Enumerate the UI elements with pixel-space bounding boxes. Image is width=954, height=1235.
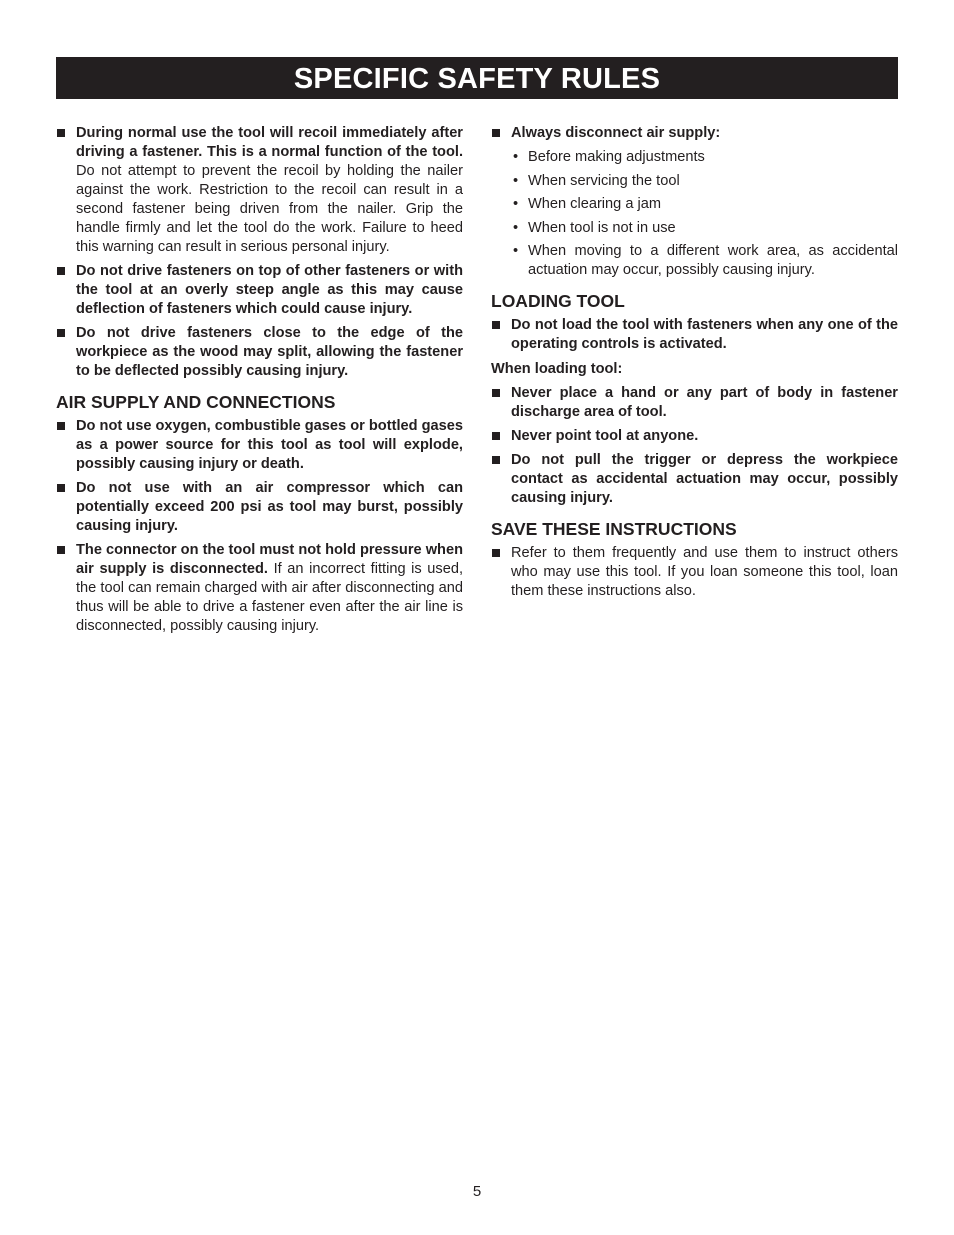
list-item [56,479,463,536]
sub-bullet-text: When servicing the tool [528,172,680,189]
sub-bullet-text: When clearing a jam [528,196,662,212]
dot-bullet-icon: • [513,196,519,212]
page-number: 5 [472,1183,482,1200]
square-bullet-icon [57,129,65,137]
list-item [491,427,898,446]
list-item [56,541,463,636]
item-bold-text: Do not use with an air compressor which can potentially exceed 200 psi as tool may burst, possibly causing injury. [76,480,463,534]
sub-bullet-text: When moving to a different work area, as accidental actuation may occur, possibly causing injury. [528,243,898,278]
list-item [491,124,898,143]
square-bullet-icon [492,321,500,329]
item-bold-text: Always disconnect air supply: [511,125,721,141]
section-heading-air-supply: AIR SUPPLY AND CONNECTIONS [56,392,336,412]
section-heading-save-instructions: SAVE THESE INSTRUCTIONS [491,519,737,539]
sub-bullet-text: Before making adjustments [528,149,705,165]
dot-bullet-icon: • [513,149,519,165]
square-bullet-icon [57,329,65,337]
square-bullet-icon [57,267,65,275]
dot-bullet-icon: • [513,172,519,189]
item-bold-text: Do not drive fasteners on top of other fasteners or with the tool at an overly steep angle as this may cause deflection of fasteners which could cause injury. [76,263,463,317]
sub-bullet [491,172,898,191]
square-bullet-icon [492,432,500,440]
list-item [491,451,898,508]
square-bullet-icon [492,389,500,397]
list-item [56,324,463,381]
item-bold-text: Never point tool at anyone. [511,428,699,444]
square-bullet-icon [57,484,65,492]
section-heading-loading-tool: LOADING TOOL [491,291,625,311]
item-bold-text: During normal use the tool will recoil immediately after driving a fastener. This is a normal function of the tool. [76,125,463,160]
item-bold-text: Do not use oxygen, combustible gases or bottled gases as a power source for this tool as tool will explode, possibly causing injury or death. [76,418,463,472]
dot-bullet-icon: • [513,243,519,259]
list-item [56,124,463,257]
square-bullet-icon [57,546,65,554]
page-title: SPECIFIC SAFETY RULES [56,57,898,99]
when-loading-label: When loading tool: [491,361,623,377]
item-text: Refer to them frequently and use them to instruct others who may use this tool. If you loan someone this tool, loan them these instructions also. [511,545,898,599]
right-column [491,124,898,606]
item-bold-text: The connector on the tool must not hold pressure when air supply is disconnected. [76,542,463,577]
sub-bullet-text: When tool is not in use [528,219,676,236]
list-item [491,384,898,422]
list-item [491,316,898,354]
item-bold-text: Never place a hand or any part of body in fastener discharge area of tool. [511,385,898,420]
item-text: Do not attempt to prevent the recoil by holding the nailer against the work. Restriction to the recoil can result in a second fastener being driven from the nailer. Grip the handle firmly and let the tool do the work. Failure to heed this warning can result in serious personal injury. [76,163,463,255]
sub-bullet [491,219,898,238]
item-bold-text: Do not load the tool with fasteners when any one of the operating controls is activated. [511,317,898,352]
item-bold-text: Do not drive fasteners close to the edge of the workpiece as the wood may split, allowing the fastener to be deflected possibly causing injury. [76,325,463,379]
sub-bullet [491,242,898,280]
square-bullet-icon [492,456,500,464]
square-bullet-icon [57,422,65,430]
list-item [491,544,898,601]
list-item [56,262,463,319]
item-bold-text: Do not pull the trigger or depress the workpiece contact as accidental actuation may occur, possibly causing injury. [511,452,898,506]
list-item [56,417,463,474]
left-column [56,124,463,641]
dot-bullet-icon: • [513,219,519,236]
sub-bullet [491,195,898,214]
sub-bullet [491,148,898,167]
square-bullet-icon [492,549,500,557]
square-bullet-icon [492,129,500,137]
item-text: If an incorrect fitting is used, the tool can remain charged with air after disconnecting and thus will be able to drive a fastener even after the air line is disconnected, possibly causing injury. [76,561,464,634]
